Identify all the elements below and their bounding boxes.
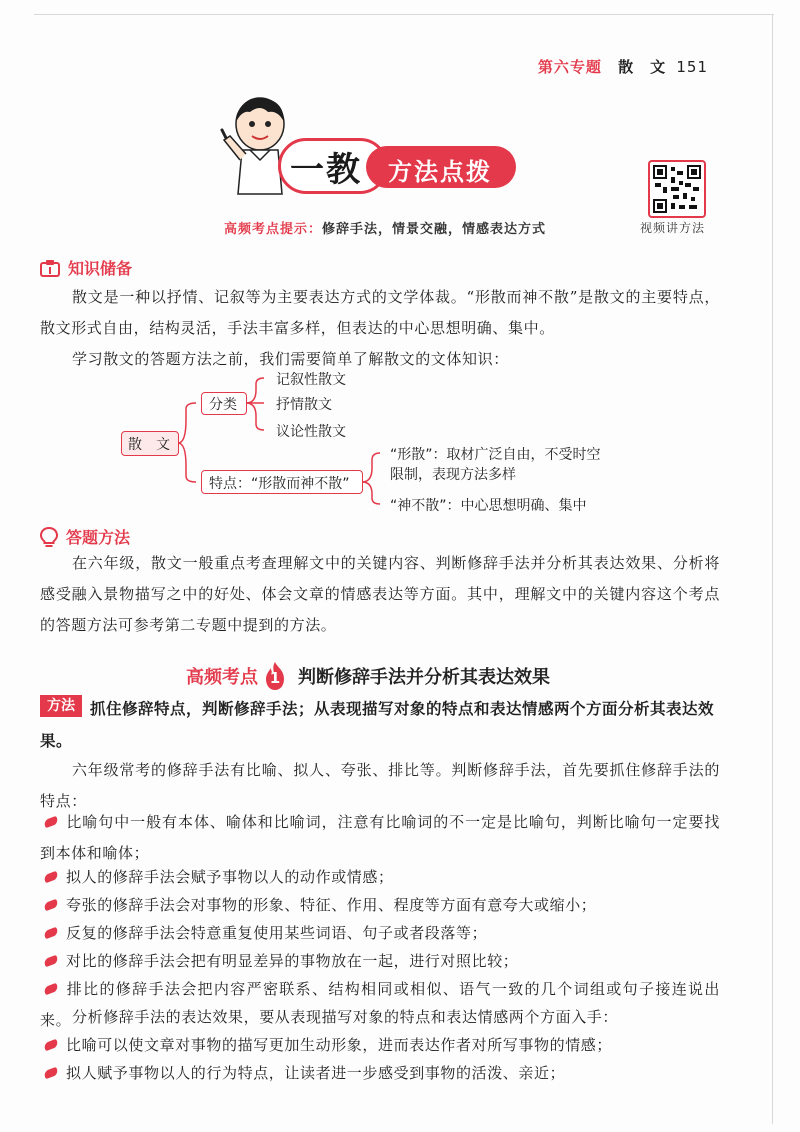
header-subject: 散 文 — [618, 58, 667, 76]
hint-label: 高频考点提示： — [224, 222, 323, 237]
mindmap-feature-1-line-1: “形散”：取材广泛自由，不受时空 — [390, 447, 601, 463]
bullet-text: 夸张的修辞手法会对事物的形象、特征、作用、程度等方面有意夸大或缩小； — [66, 896, 597, 914]
bullet-text: 排比的修辞手法会把内容严密联系、结构相同或相似、语气一致的几个词组或句子接连说出来。 — [40, 980, 720, 1029]
point-number: 1 — [269, 669, 281, 687]
leaf-bullet-icon — [43, 871, 59, 883]
effect-text: 拟人赋予事物以人的行为特点，让读者进一步感受到事物的活泼、亲近； — [66, 1064, 566, 1082]
bullet-text: 拟人的修辞手法会赋予事物以人的动作或情感； — [66, 868, 394, 886]
leaf-bullet-icon — [43, 983, 59, 995]
point-intro: 六年级常考的修辞手法有比喻、拟人、夸张、排比等。判断修辞手法，首先要抓住修辞手法的特点： — [40, 761, 720, 810]
bullet-item — [40, 807, 720, 869]
point-name: 判断修辞手法并分析其表达效果 — [298, 667, 550, 688]
mindmap-feature-2: “神不散”：中心思想明确、集中 — [390, 498, 587, 514]
mindmap-type-2: 抒情散文 — [276, 397, 332, 413]
effect-text: 比喻可以使文章对事物的描写更加生动形象，进而表达作者对所写事物的情感； — [66, 1036, 613, 1054]
flame-number-badge — [262, 661, 288, 691]
bullet-item — [40, 918, 720, 949]
header-topic: 第六专题 — [537, 58, 602, 76]
point-label: 高频考点 — [186, 667, 258, 688]
banner-lead: 一教 — [290, 150, 362, 190]
bullet-item — [40, 862, 720, 893]
leaf-bullet-icon — [43, 816, 59, 828]
leaf-bullet-icon — [43, 955, 59, 967]
analysis-intro: 分析修辞手法的表达效果，要从表现描写对象的特点和表达情感两个方面入手： — [72, 1008, 619, 1026]
knowledge-paragraph-2: 学习散文的答题方法之前，我们需要简单了解散文的文体知识： — [72, 350, 509, 368]
qr-caption: 视频讲方法 — [640, 221, 706, 235]
knowledge-heading-text: 知识储备 — [68, 259, 133, 278]
banner-title: 方法点拨 — [388, 158, 492, 186]
bullet-text: 反复的修辞手法会特意重复使用某些词语、句子或者段落等； — [66, 924, 488, 942]
lightbulb-icon — [40, 527, 58, 547]
leaf-bullet-icon — [43, 1067, 59, 1079]
leaf-bullet-icon — [43, 927, 59, 939]
answering-heading-text: 答题方法 — [66, 528, 131, 547]
bullet-item — [40, 890, 720, 921]
point-title — [186, 661, 550, 691]
mindmap-type-1: 记叙性散文 — [276, 372, 346, 388]
mindmap-branch-types: 分类 — [209, 397, 237, 413]
leaf-bullet-icon — [43, 1039, 59, 1051]
bullet-text: 比喻句中一般有本体、喻体和比喻词，注意有比喻词的不一定是比喻句，判断比喻句一定要找到本体和喻体； — [40, 813, 720, 862]
effect-item — [40, 1058, 720, 1089]
knowledge-paragraph-1: 散文是一种以抒情、记叙等为主要表达方式的文学体裁。“形散而神不散”是散文的主要特点，散文形式自由，结构灵活，手法丰富多样，但表达的中心思想明确、集中。 — [40, 288, 720, 337]
answering-heading — [40, 525, 130, 548]
mindmap-root: 散 文 — [128, 437, 170, 453]
bullet-item — [40, 946, 720, 977]
mindmap-branch-features: 特点：“形散而神不散” — [209, 476, 350, 492]
answering-paragraph: 在六年级，散文一般重点考查理解文中的关键内容、判断修辞手法并分析其表达效果、分析将感受融入景物描写之中的好处、体会文章的情感表达等方面。其中，理解文中的关键内容这个考点的答题方法可参考第二专题中提到的方法。 — [40, 554, 720, 634]
mindmap-type-3: 议论性散文 — [276, 424, 346, 440]
leaf-bullet-icon — [43, 899, 59, 911]
page-number: 151 — [676, 58, 708, 76]
method-text: 抓住修辞特点，判断修辞手法；从表现描写对象的特点和表达情感两个方面分析其表达效果。 — [40, 700, 715, 750]
bullet-text: 对比的修辞手法会把有明显差异的事物放在一起，进行对照比较； — [66, 952, 519, 970]
effect-item — [40, 1030, 720, 1061]
method-tag: 方法 — [40, 695, 82, 717]
mindmap-feature-1-line-2: 限制，表现方法多样 — [390, 467, 516, 483]
hint-text: 修辞手法，情景交融，情感表达方式 — [322, 222, 547, 237]
